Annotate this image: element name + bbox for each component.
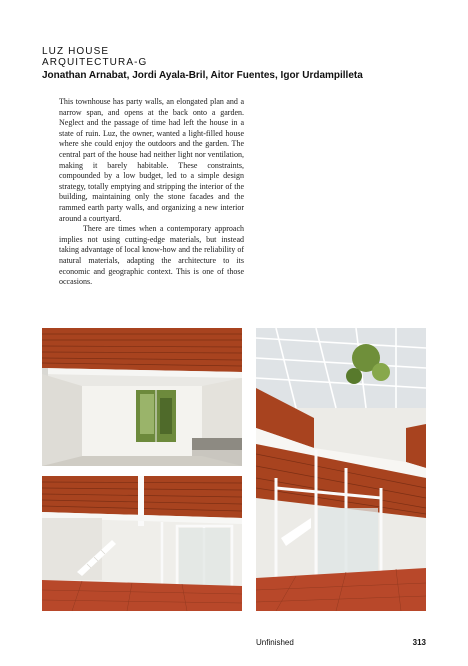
paragraph-1: This townhouse has party walls, an elongated plan and a narrow span, and opens at the back onto a garden. Neglect and the passage of time had left the house in a state of ruin. Luz, the owner, wanted a light-filled house where she could enjoy the outdoors and the garden. The central part of the house had neither light nor ventilation, making it barely habitable. These constraints, compounded by a low budget, led to a simple design strategy, totally emptying and stripping the interior of the building, maintaining only the stone facades and the rammed earth party walls, and organizing a new interior around a courtyard.: [59, 97, 244, 223]
studio-name: ARQUITECTURA-G: [42, 57, 148, 68]
photo-ground-floor-glass-box: [42, 476, 242, 611]
page-number: 313: [412, 638, 426, 647]
authors-line: Jonathan Arnabat, Jordi Ayala-Bril, Aitor Fuentes, Igor Urdampilleta: [42, 70, 363, 81]
photo-courtyard-steel-frame: [256, 328, 426, 611]
section-name: Unfinished: [256, 638, 294, 647]
project-title: LUZ HOUSE: [42, 46, 110, 57]
body-text: [59, 97, 244, 288]
project-header: [42, 46, 442, 82]
paragraph-2: There are times when a contemporary approach implies not using cutting-edge materials, but instead taking advantage of local know-how and the reliability of natural materials, adapting the architecture to its economic and geographic context. This is one of those occasions.: [59, 224, 244, 287]
photo-interior-garden-view: [42, 328, 242, 466]
